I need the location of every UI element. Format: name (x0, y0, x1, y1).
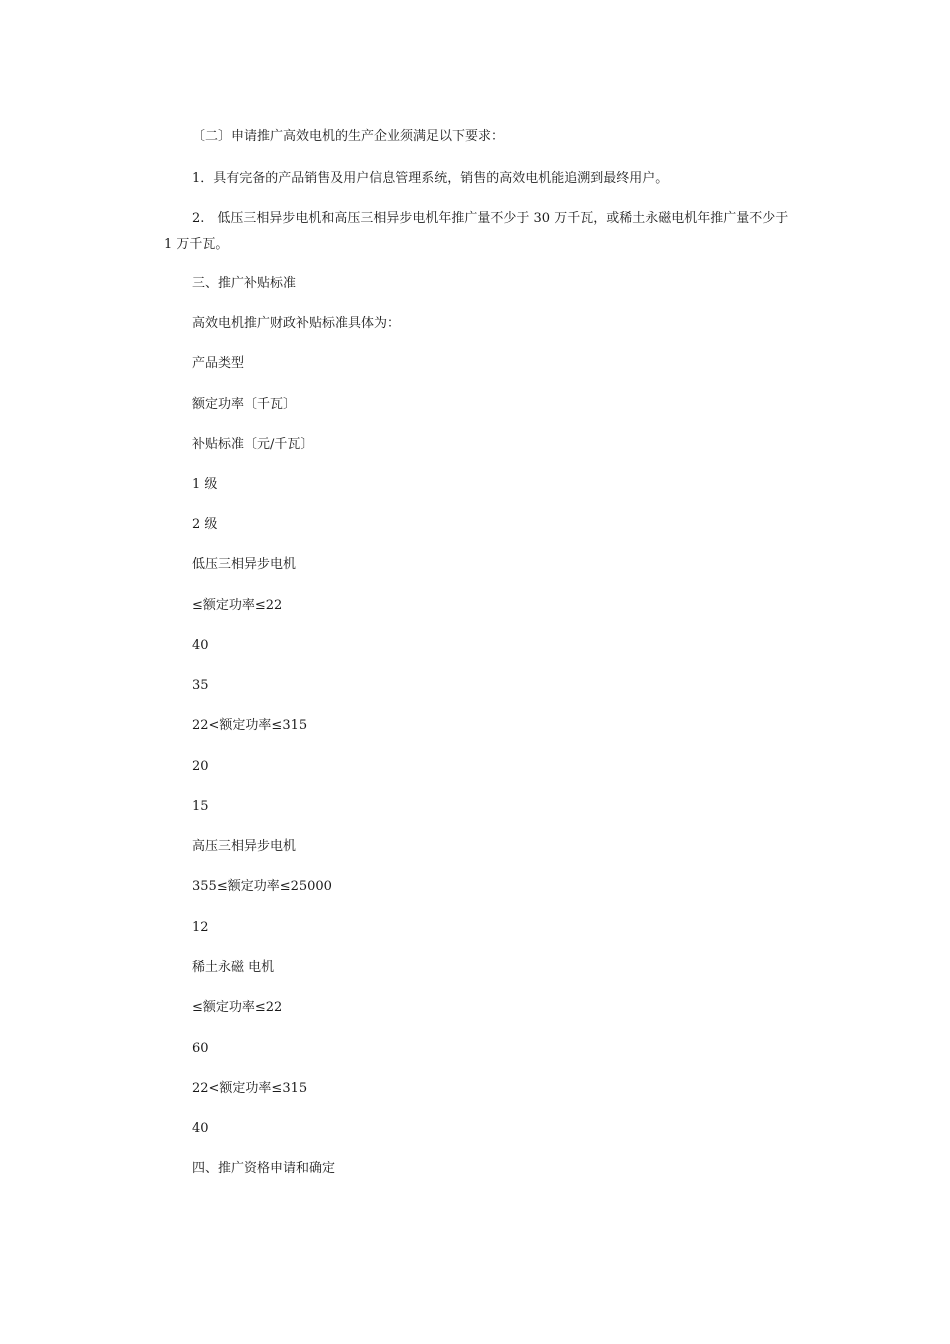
low-voltage-range-2-level-2: 15 (192, 799, 209, 814)
section-three-heading: 三、推广补贴标准 (192, 276, 297, 291)
table-header-subsidy-standard: 补贴标准〔元/千瓦〕 (192, 437, 314, 452)
low-voltage-range-1-level-1: 40 (192, 638, 209, 653)
high-voltage-range: 355≤额定功率≤25000 (192, 879, 332, 894)
rare-earth-range-1-value: 60 (192, 1041, 209, 1056)
section-two-heading: 〔二〕申请推广高效电机的生产企业须满足以下要求： (192, 129, 505, 144)
requirement-2: 2. 低压三相异步电机和高压三相异步电机年推广量不少于 30 万千瓦，或稀土永磁电机年推广量不少于 1 万千瓦。 (164, 211, 789, 252)
requirement-1: 1．具有完备的产品销售及用户信息管理系统，销售的高效电机能追溯到最终用户。 (192, 171, 669, 186)
subsidy-intro: 高效电机推广财政补贴标准具体为： (192, 316, 401, 331)
low-voltage-range-2-level-1: 20 (192, 759, 209, 774)
high-voltage-type: 高压三相异步电机 (192, 839, 297, 854)
low-voltage-type: 低压三相异步电机 (192, 557, 297, 572)
table-header-rated-power: 额定功率〔千瓦〕 (192, 397, 297, 412)
rare-earth-range-2: 22<额定功率≤315 (192, 1081, 308, 1096)
table-header-level-1: 1 级 (192, 477, 218, 492)
low-voltage-range-1: ≤额定功率≤22 (192, 598, 283, 613)
low-voltage-range-1-level-2: 35 (192, 678, 209, 693)
rare-earth-range-2-value: 40 (192, 1121, 209, 1136)
table-header-level-2: 2 级 (192, 517, 218, 532)
rare-earth-range-1: ≤额定功率≤22 (192, 1000, 283, 1015)
section-four-heading: 四、推广资格申请和确定 (192, 1161, 336, 1176)
requirement-2-paragraph (164, 206, 794, 258)
table-header-product-type: 产品类型 (192, 356, 245, 371)
low-voltage-range-2: 22<额定功率≤315 (192, 718, 308, 733)
rare-earth-type: 稀土永磁 电机 (192, 960, 275, 975)
high-voltage-value: 12 (192, 920, 209, 935)
